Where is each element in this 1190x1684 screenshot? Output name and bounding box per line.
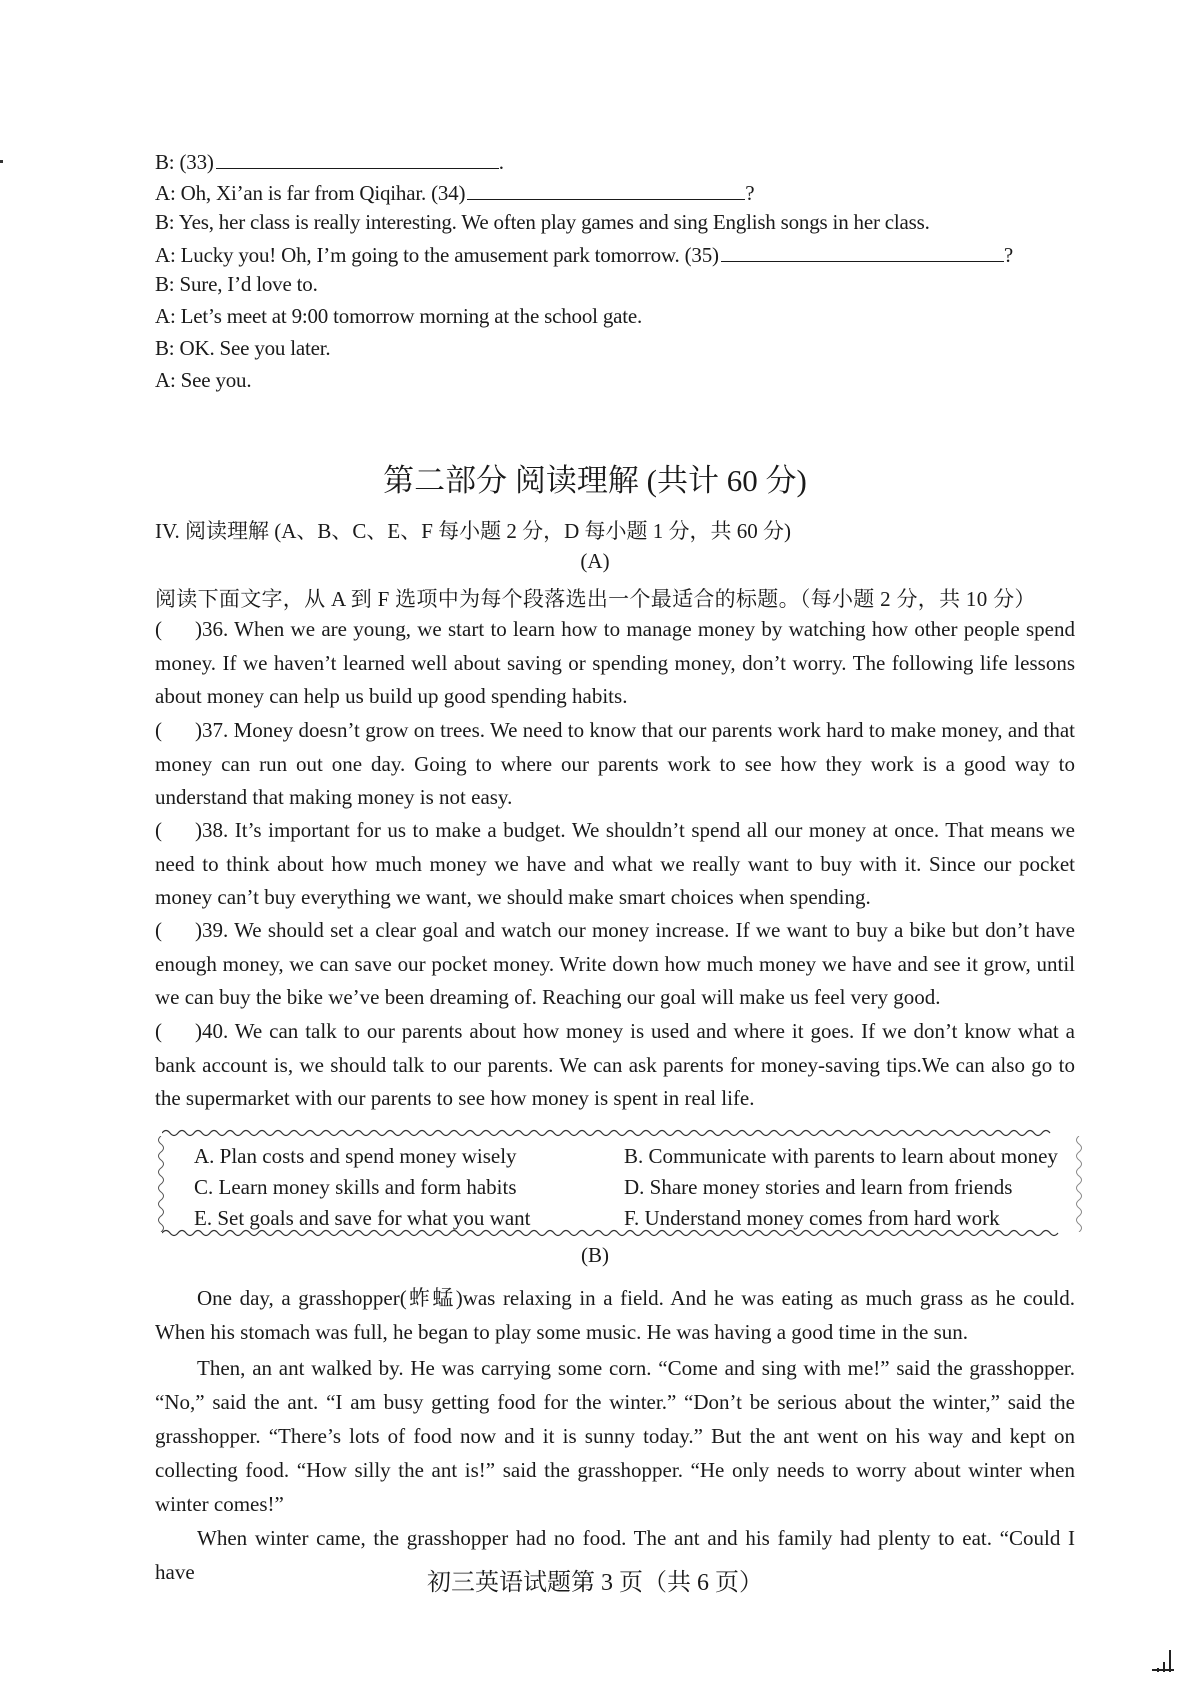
- options-box: [162, 1128, 1082, 1238]
- dialogue-line: [155, 368, 251, 393]
- story-paragraph: One day, a grasshopper(蚱蜢)was relaxing in a field. And he was eating as much grass as he could. When his stomach was full, he began to play some music. He was having a good time in the sun.: [155, 1286, 1075, 1344]
- blank-end-punct: ?: [745, 181, 755, 205]
- dialogue-text: Lucky you! Oh, I’m going to the amusement park tomorrow. (35): [180, 243, 719, 267]
- option-d: D. Share money stories and learn from friends: [624, 1175, 1013, 1199]
- story-paragraph: When winter came, the grasshopper had no food. The ant and his family had plenty to eat. “Could I have: [155, 1526, 1075, 1584]
- answer-blank-34[interactable]: [467, 179, 745, 200]
- option-e: E. Set goals and save for what you want: [194, 1206, 531, 1230]
- speaker: B:: [155, 150, 175, 174]
- speaker: B:: [155, 210, 175, 234]
- option-f: F. Understand money comes from hard work: [624, 1206, 1000, 1230]
- section-iv-heading: IV. 阅读理解 (A、B、C、E、F 每小题 2 分，D 每小题 1 分，共 60 分): [155, 519, 792, 543]
- answer-bracket[interactable]: (: [155, 617, 162, 641]
- option-a: A. Plan costs and spend money wisely: [194, 1144, 517, 1168]
- dialogue-text: Let’s meet at 9:00 tomorrow morning at the school gate.: [180, 304, 643, 328]
- dialogue-line-35: [155, 241, 1013, 268]
- question-paragraph-38: [155, 814, 1075, 915]
- dialogue-line: [155, 304, 642, 329]
- dialogue-text: OK. See you later.: [179, 336, 331, 360]
- part2-title: 第二部分 阅读理解 (共计 60 分): [383, 463, 807, 498]
- dialogue-text: See you.: [180, 368, 252, 392]
- answer-blank-33[interactable]: [216, 148, 499, 169]
- answer-bracket[interactable]: (: [155, 1019, 162, 1043]
- section-b-label: (B): [581, 1243, 609, 1267]
- dialogue-text: Sure, I’d love to.: [179, 272, 318, 296]
- paragraph-text: )40. We can talk to our parents about how money is used and where it goes. If we don’t know what a bank account is, we should talk to our parents. We can ask parents for money-saving tips.We can also go to the supermarket with our parents to see how money is spent in real life.: [155, 1019, 1075, 1110]
- wavy-border-left: [156, 1136, 166, 1232]
- blank-end-punct: ?: [1003, 243, 1013, 267]
- speaker: A:: [155, 304, 176, 328]
- dialogue-line: [155, 210, 930, 235]
- dialogue-line: [155, 272, 318, 297]
- speaker: A:: [155, 181, 176, 205]
- paragraph-text: )39. We should set a clear goal and watch our money increase. If we want to buy a bike but don’t have enough money, we can save our pocket money. Write down how much money we have and see it grow, until we can buy the bike we’ve been dreaming of. Reaching our goal will make us feel very good.: [155, 918, 1075, 1009]
- dialogue-line-33: [155, 148, 504, 175]
- story-paragraph: Then, an ant walked by. He was carrying some corn. “Come and sing with me!” said the grasshopper. “No,” said the ant. “I am busy getting food for the winter.” “Don’t be serious about the winter,” said the grasshopper. “There’s lots of food now and it is sunny today.” But the ant went on his way and kept on collecting food. “How silly the ant is!” said the grasshopper. “He only needs to worry about winter when winter comes!”: [155, 1356, 1075, 1516]
- answer-bracket[interactable]: (: [155, 818, 162, 842]
- dialogue-line-34: [155, 179, 754, 206]
- page-footer: 初三英语试题第 3 页（共 6 页）: [427, 1570, 763, 1596]
- question-paragraph-37: [155, 714, 1075, 815]
- answer-bracket[interactable]: (: [155, 918, 162, 942]
- answer-bracket[interactable]: (: [155, 718, 162, 742]
- wavy-border-right: [1074, 1136, 1084, 1232]
- speaker: B:: [155, 336, 175, 360]
- section-a-label: (A): [580, 549, 610, 573]
- scan-speck: [0, 160, 3, 163]
- question-paragraph-39: [155, 914, 1075, 1015]
- answer-blank-35[interactable]: [721, 241, 1004, 262]
- section-a-instruction: 阅读下面文字，从 A 到 F 选项中为每个段落选出一个最适合的标题。（每小题 2 分，共 10 分）: [155, 587, 1036, 611]
- speaker: A:: [155, 243, 176, 267]
- question-paragraph-40: [155, 1015, 1075, 1116]
- speaker: B:: [155, 272, 175, 296]
- dialogue-text: Oh, Xi’an is far from Qiqihar. (34): [180, 181, 466, 205]
- dialogue-line: [155, 336, 330, 361]
- option-c: C. Learn money skills and form habits: [194, 1175, 517, 1199]
- scan-corner-mark: [1148, 1648, 1178, 1674]
- paragraph-text: )37. Money doesn’t grow on trees. We need to know that our parents work hard to make money, and that money can run out one day. Going to where our parents work to see how they work is a good way to understand that making money is not easy.: [155, 718, 1075, 809]
- dialogue-text: (33): [179, 150, 214, 174]
- question-paragraph-36: [155, 613, 1075, 714]
- blank-end-punct: .: [498, 150, 504, 174]
- dialogue-text: Yes, her class is really interesting. We often play games and sing English songs in her class.: [178, 210, 930, 234]
- wavy-border-top: [162, 1128, 1082, 1138]
- option-b: B. Communicate with parents to learn about money: [624, 1144, 1058, 1168]
- paragraph-text: )36. When we are young, we start to learn how to manage money by watching how other people spend money. If we haven’t learned well about saving or spending money, don’t worry. The following life lessons about money can help us build up good spending habits.: [155, 617, 1075, 708]
- paragraph-text: )38. It’s important for us to make a budget. We shouldn’t spend all our money at once. That means we need to think about how much money we have and what we really want to buy with it. Since our pocket money can’t buy everything we want, we should make smart choices when spending.: [155, 818, 1075, 909]
- speaker: A:: [155, 368, 176, 392]
